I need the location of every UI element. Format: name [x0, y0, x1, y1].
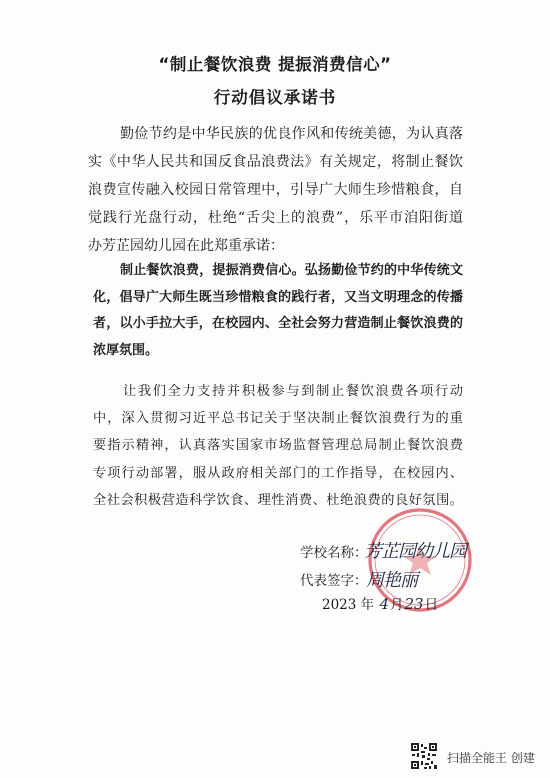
school-name-label: 学校名称：	[300, 545, 368, 561]
qr-code-icon	[410, 742, 438, 770]
date-year-unit: 年	[360, 597, 375, 613]
paragraph-line: 制止餐饮浪费，提振消费信心。弘扬勤俭节约的中华传统文	[120, 263, 463, 278]
date-month-handwritten: 4	[379, 595, 389, 613]
date-day-unit: 日	[424, 597, 439, 613]
paragraph-line: 觉践行光盘行动，杜绝“舌尖上的浪费”，乐平市洎阳街道	[88, 210, 463, 226]
scanner-watermark-text: 扫描全能王 创建	[447, 751, 535, 765]
signing-date	[322, 593, 438, 613]
date-year: 2023	[322, 597, 357, 613]
date-day-handwritten: 23	[404, 595, 424, 613]
paragraph-line: 者，以小手拉大手，在校园内、全社会努力营造制止餐饮浪费的	[93, 316, 463, 331]
paragraph-line: 办芳芷园幼儿园在此郑重承诺：	[88, 238, 284, 254]
paragraph-line: 全社会积极营造科学饮食、理性消费、杜绝浪费的良好氛围。	[93, 492, 463, 508]
paragraph-line: 化，倡导广大师生既当珍惜粮食的践行者，又当文明理念的传播	[93, 289, 463, 305]
paragraph-intro	[88, 120, 463, 260]
date-month-unit: 月	[390, 597, 404, 613]
school-name-handwriting: 芳芷园幼儿园	[364, 541, 466, 562]
paragraph-line: 让我们全力支持并积极参与到制止餐饮浪费各项行动	[123, 384, 463, 399]
paragraph-line: 实《中华人民共和国反食品浪费法》有关规定，将制止餐饮	[88, 154, 463, 170]
representative-label: 代表签字：	[300, 573, 368, 589]
paragraph-line: 中，深入贯彻习近平总书记关于坚决制止餐饮浪费行为的重	[93, 411, 463, 427]
paragraph-line: 浓厚氛围。	[93, 342, 159, 358]
paragraph-pledge	[93, 258, 463, 364]
paragraph-line: 勤俭节约是中华民族的优良作风和传统美德，为认真落	[120, 126, 463, 142]
paragraph-line: 专项行动部署，服从政府相关部门的工作指导，在校园内、	[93, 465, 463, 481]
paragraph-line: 要指示精神，认真落实国家市场监督管理总局制止餐饮浪费	[93, 438, 463, 454]
representative-signature: 周艳丽	[366, 570, 417, 591]
title-line-1: “制止餐饮浪费 提振消费信心”	[158, 55, 392, 74]
paragraph-call-to-action	[93, 378, 463, 514]
title-line-2: 行动倡议承诺书	[213, 88, 337, 107]
paragraph-line: 浪费宣传融入校园日常管理中，引导广大师生珍惜粮食，自	[88, 182, 463, 198]
